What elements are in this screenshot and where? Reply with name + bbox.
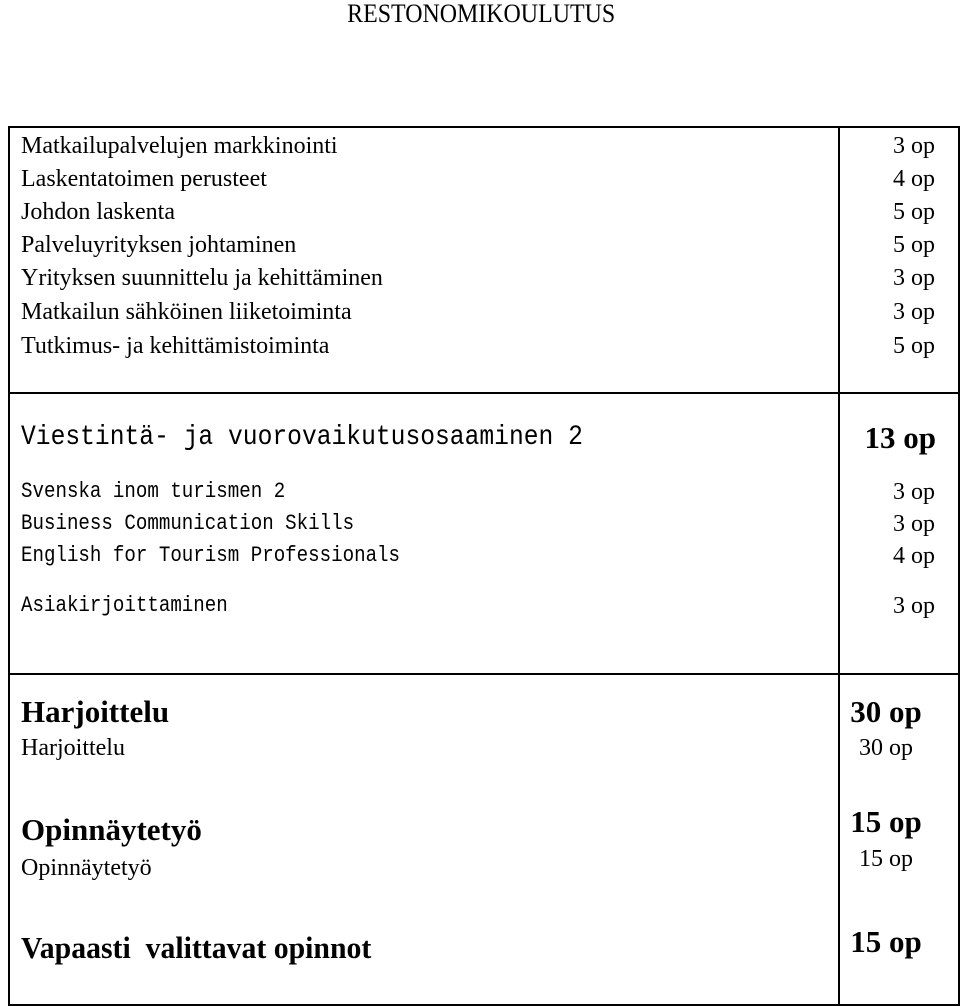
course-name: Matkailun sähköinen liiketoiminta xyxy=(21,299,352,325)
section-heading: Vapaasti valittavat opinnot xyxy=(21,930,372,965)
section-heading-credits: 30 op xyxy=(850,694,922,729)
course-credits: 15 op xyxy=(859,846,913,872)
section-heading: Viestintä- ja vuorovaikutusosaaminen 2 xyxy=(21,422,583,453)
section-heading-credits: 13 op xyxy=(864,420,936,455)
course-name: Laskentatoimen perusteet xyxy=(21,166,267,192)
course-name: Matkailupalvelujen markkinointi xyxy=(21,133,338,159)
table-row-divider-1 xyxy=(8,392,960,394)
course-name: Business Communication Skills xyxy=(21,511,355,536)
course-credits: 3 op xyxy=(893,593,935,619)
course-credits: 5 op xyxy=(893,232,935,258)
course-credits: 3 op xyxy=(893,299,935,325)
section-heading: Harjoittelu xyxy=(21,694,170,729)
table-row-divider-2 xyxy=(8,673,960,675)
course-name: Palveluyrityksen johtaminen xyxy=(21,232,297,258)
section-heading-credits: 15 op xyxy=(850,804,922,839)
course-name: Tutkimus- ja kehittämistoiminta xyxy=(21,333,330,359)
section-heading-credits: 15 op xyxy=(850,924,922,959)
course-credits: 4 op xyxy=(893,543,935,569)
course-name: Opinnäytetyö xyxy=(21,855,152,881)
course-credits: 3 op xyxy=(893,133,935,159)
course-credits: 3 op xyxy=(893,511,935,537)
course-credits: 30 op xyxy=(859,735,913,761)
course-credits: 5 op xyxy=(893,333,935,359)
course-credits: 4 op xyxy=(893,166,935,192)
course-name: Svenska inom turismen 2 xyxy=(21,479,286,504)
course-name: Harjoittelu xyxy=(21,735,125,761)
course-credits: 3 op xyxy=(893,265,935,291)
course-name: Yrityksen suunnittelu ja kehittäminen xyxy=(21,265,383,291)
course-credits: 5 op xyxy=(893,199,935,225)
course-name: English for Tourism Professionals xyxy=(21,543,401,568)
course-name: Johdon laskenta xyxy=(21,199,175,225)
table-border-top xyxy=(8,126,960,128)
section-heading: Opinnäytetyö xyxy=(21,812,202,847)
table-border-left xyxy=(8,126,10,1006)
course-name: Asiakirjoittaminen xyxy=(21,593,228,618)
page-title: RESTONOMIKOULUTUS xyxy=(347,0,616,28)
course-credits: 3 op xyxy=(893,479,935,505)
